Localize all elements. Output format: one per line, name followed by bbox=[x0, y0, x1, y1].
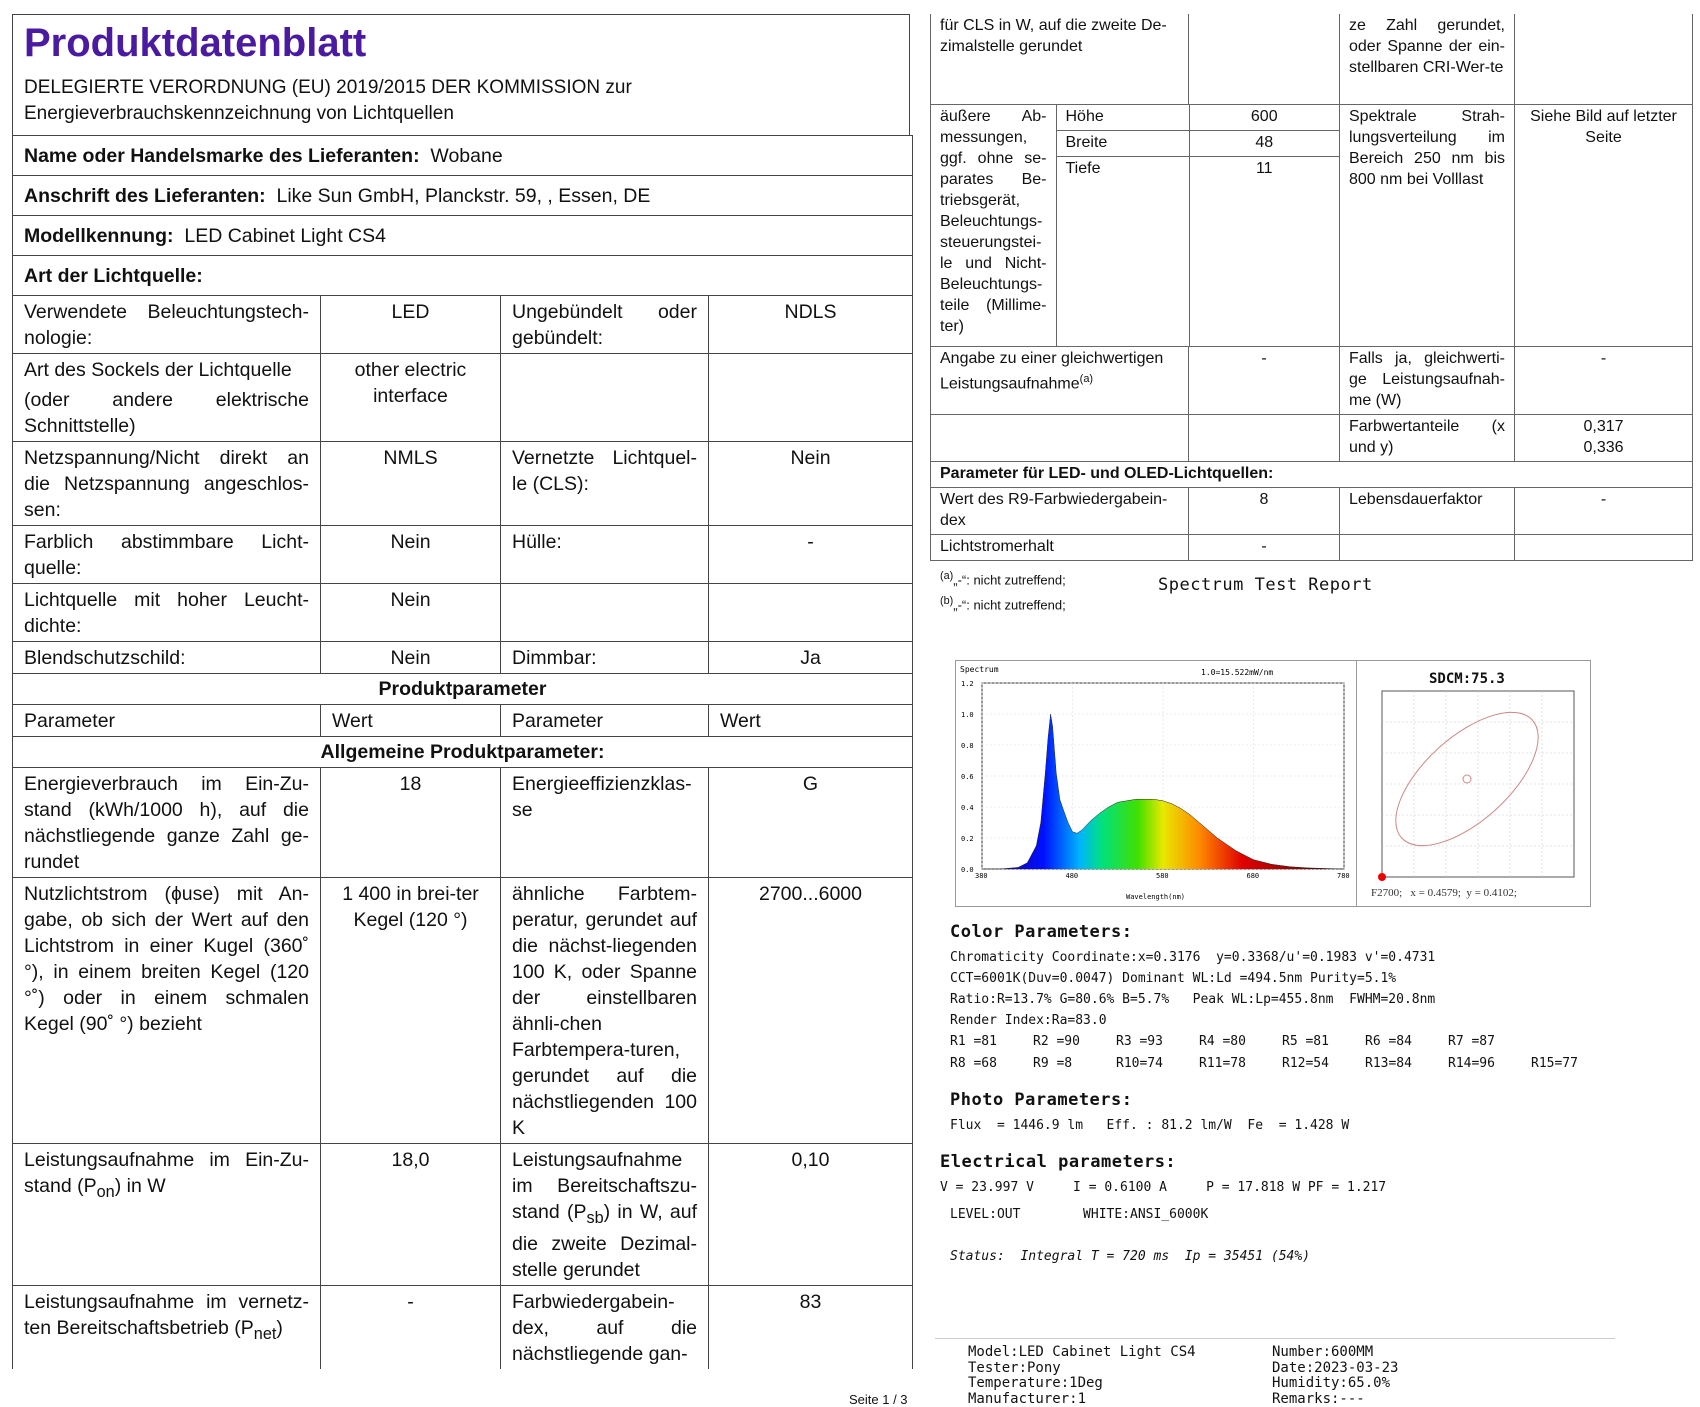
render-index-value: R9 =8 bbox=[1033, 1056, 1073, 1071]
empty-cell bbox=[1340, 535, 1515, 561]
render-index-value: R10=74 bbox=[1116, 1056, 1163, 1071]
pnet-value: - bbox=[321, 1285, 501, 1369]
product-table-continued bbox=[930, 14, 1693, 561]
datasheet-left bbox=[12, 14, 910, 1369]
life-value: - bbox=[1515, 488, 1693, 535]
spectrum-x-tick: 680 bbox=[1246, 872, 1260, 880]
cct-label: ähnliche Farbtem-peratur, gerundet auf die nächst-liegenden 100 K, oder Spanne der einstellbaren ähnli-chen Farbtempera-turen, gerundet auf die nächstliegenden 100 K bbox=[501, 878, 709, 1144]
report-footer-right: Number:600MM Date:2023-03-23 Humidity:65.0% Remarks:--- bbox=[1272, 1344, 1399, 1407]
hull-value: - bbox=[709, 526, 913, 584]
socket-label bbox=[13, 354, 321, 442]
equiv-sup: (a) bbox=[1079, 373, 1094, 385]
bundle-label: Ungebündelt oder gebündelt: bbox=[501, 296, 709, 354]
tunable-label: Farblich abstimmbare Licht-quelle: bbox=[13, 526, 321, 584]
pon-value: 18,0 bbox=[321, 1144, 501, 1286]
spectrum-svg bbox=[956, 661, 1356, 906]
spd-label: Spektrale Strah-lungsverteilung im Bereich 250 nm bis 800 nm bei Volllast bbox=[1340, 104, 1515, 347]
pon-label bbox=[13, 1144, 321, 1286]
photo-line: Flux = 1446.9 lm Eff. : 81.2 lm/W Fe = 1.428 W bbox=[950, 1118, 1350, 1133]
cls-value: Nein bbox=[709, 442, 913, 526]
report-title: Spectrum Test Report bbox=[1158, 575, 1373, 595]
supplier-label: Name oder Handelsmarke des Lieferanten: bbox=[24, 145, 420, 167]
color-heading: Color Parameters: bbox=[950, 922, 1133, 942]
psb-value: 0,10 bbox=[709, 1144, 913, 1286]
spectrum-y-tick: 1.0 bbox=[961, 711, 974, 719]
spectrum-y-tick: 0.2 bbox=[961, 835, 974, 843]
empty-cell bbox=[931, 415, 1189, 462]
spectrum-x-tick: 480 bbox=[1065, 872, 1079, 880]
equiv-label bbox=[931, 347, 1189, 415]
eclass-label: Energieeffizienzklas-se bbox=[501, 768, 709, 878]
bundle-value: NDLS bbox=[709, 296, 913, 354]
address-value: Like Sun GmbH, Planckstr. 59, , Essen, DE bbox=[276, 185, 651, 207]
maint-label: Lichtstromerhalt bbox=[931, 535, 1189, 561]
hld-value: Nein bbox=[321, 584, 501, 642]
led-heading: Parameter für LED- und OLED-Lichtquellen: bbox=[931, 462, 1693, 488]
height-label: Höhe bbox=[1056, 105, 1189, 131]
empty-cell bbox=[501, 584, 709, 642]
mains-label: Netzspannung/Nicht direkt an die Netzspannung angeschlos-sen: bbox=[13, 442, 321, 526]
address-label: Anschrift des Lieferanten: bbox=[24, 185, 266, 207]
spectrum-y-tick: 0.8 bbox=[961, 742, 974, 750]
equivw-value: - bbox=[1515, 347, 1693, 415]
cri-value: 83 bbox=[709, 1285, 913, 1369]
render-index-value: R3 =93 bbox=[1116, 1034, 1163, 1049]
pon-label-a: Leistungsaufnahme im Ein-Zu-stand (P bbox=[24, 1149, 309, 1197]
render-index-row-2 bbox=[950, 1056, 1650, 1074]
tech-value: LED bbox=[321, 296, 501, 354]
pnet-label bbox=[13, 1285, 321, 1369]
sdcm-grid bbox=[1382, 691, 1574, 877]
tunable-value: Nein bbox=[321, 526, 501, 584]
hld-label: Lichtquelle mit hoher Leucht-dichte: bbox=[13, 584, 321, 642]
render-index-value: R7 =87 bbox=[1448, 1034, 1495, 1049]
color-line-2: CCT=6001K(Duv=0.0047) Dominant WL:Ld =494.5nm Purity=5.1% bbox=[950, 971, 1397, 986]
sdcm-target bbox=[1463, 775, 1471, 783]
psb-label bbox=[501, 1144, 709, 1286]
glare-label: Blendschutzschild: bbox=[13, 642, 321, 674]
general-heading: Allgemeine Produktparameter: bbox=[13, 737, 913, 768]
col-header-param: Parameter bbox=[13, 705, 321, 737]
cont-left-label: für CLS in W, auf die zweite De-zimalstelle gerundet bbox=[931, 14, 1189, 104]
equiv-value: - bbox=[1189, 347, 1340, 415]
render-index-value: R6 =84 bbox=[1365, 1034, 1412, 1049]
footnote-b bbox=[940, 595, 1066, 612]
spectrum-y-tick: 0.0 bbox=[961, 866, 974, 874]
header-box bbox=[12, 14, 910, 135]
address-row bbox=[13, 176, 913, 216]
color-line-1: Chromaticity Coordinate:x=0.3176 y=0.3368/u'=0.1983 v'=0.4731 bbox=[950, 950, 1436, 965]
sdcm-chart bbox=[1356, 660, 1591, 907]
socket-label-line2: (oder andere elektrische Schnittstelle) bbox=[24, 389, 309, 437]
energy-label: Energieverbrauch im Ein-Zu-stand (kWh/1000 h), auf die nächstliegende ganze Zahl ge-rundet bbox=[13, 768, 321, 878]
page-number: Seite 1 / 3 bbox=[849, 1392, 908, 1407]
empty-cell bbox=[1189, 415, 1340, 462]
pon-label-b: ) in W bbox=[114, 1175, 166, 1197]
render-index-value: R4 =80 bbox=[1199, 1034, 1246, 1049]
chroma-value bbox=[1515, 415, 1693, 462]
psb-label-b: ) in W, auf die zweite Dezimal-stelle gerundet bbox=[512, 1201, 698, 1281]
col-header-value: Wert bbox=[321, 705, 501, 737]
empty-cell bbox=[709, 354, 913, 442]
status-line: Status: Integral T = 720 ms Ip = 35451 (54%) bbox=[950, 1249, 1311, 1264]
cri-label: Farbwiedergabein-dex, auf die nächstliegende gan- bbox=[501, 1285, 709, 1369]
pnet-label-b: ) bbox=[276, 1316, 283, 1339]
sdcm-point bbox=[1378, 873, 1386, 881]
tech-label: Verwendete Beleuchtungstech-nologie: bbox=[13, 296, 321, 354]
pon-sub: on bbox=[96, 1182, 115, 1201]
spectrum-x-tick: 580 bbox=[1156, 872, 1169, 880]
r9-value: 8 bbox=[1189, 488, 1340, 535]
pnet-sub: net bbox=[253, 1324, 277, 1343]
maint-value: - bbox=[1189, 535, 1340, 561]
spectrum-y-tick: 1.2 bbox=[961, 680, 974, 688]
equiv-label-text: Angabe zu einer gleichwertigen Leistungsaufnahme bbox=[940, 350, 1164, 393]
cont-right-label: ze Zahl gerundet, oder Spanne der ein-stellbaren CRI-Wer-te bbox=[1340, 14, 1515, 104]
render-index-value: R11=78 bbox=[1199, 1056, 1246, 1071]
socket-value: other electric interface bbox=[321, 354, 501, 442]
energy-value: 18 bbox=[321, 768, 501, 878]
chroma-x: 0,317 bbox=[1583, 418, 1624, 435]
depth-label: Tiefe bbox=[1065, 159, 1101, 177]
elec-line-1: V = 23.997 V I = 0.6100 A P = 17.818 W PF = 1.217 bbox=[940, 1180, 1387, 1195]
sdcm-svg bbox=[1357, 661, 1590, 906]
empty-cell bbox=[501, 354, 709, 442]
psb-sub: sb bbox=[586, 1208, 604, 1227]
empty-cell bbox=[1189, 14, 1340, 104]
report-footer-left: Model:LED Cabinet Light CS4 Tester:Pony Temperature:1Deg Manufacturer:1 bbox=[968, 1344, 1196, 1407]
empty-cell bbox=[1515, 14, 1693, 104]
photo-heading: Photo Parameters: bbox=[950, 1090, 1133, 1110]
elec-line-2: LEVEL:OUT WHITE:ANSI_6000K bbox=[950, 1207, 1209, 1222]
render-index-value: R13=84 bbox=[1365, 1056, 1412, 1071]
type-heading: Art der Lichtquelle: bbox=[13, 256, 913, 296]
hull-label: Hülle: bbox=[501, 526, 709, 584]
flux-label: Nutzlichtstrom (ɸuse) mit An-gabe, ob sich der Wert auf den Lichtstrom in einer Kugel (360˚ °), in einem breiten Kegel (120 °˚) oder in einem schmalen Kegel (90˚ °) bezieht bbox=[13, 878, 321, 1144]
spd-value: Siehe Bild auf letzter Seite bbox=[1515, 104, 1693, 347]
spectrum-x-tick: 780 bbox=[1337, 872, 1350, 880]
supplier-value: Wobane bbox=[430, 145, 503, 167]
elec-heading: Electrical parameters: bbox=[940, 1152, 1177, 1172]
footnote-b-text: „-“: nicht zutreffend; bbox=[953, 597, 1066, 613]
model-label: Modellkennung: bbox=[24, 225, 174, 247]
render-index-value: R12=54 bbox=[1282, 1056, 1329, 1071]
sdcm-value: SDCM:75.3 bbox=[1429, 671, 1505, 687]
color-line-4: Render Index:Ra=83.0 bbox=[950, 1013, 1107, 1028]
sdcm-ellipse bbox=[1373, 689, 1560, 869]
spectrum-label: Spectrum bbox=[960, 665, 999, 674]
page-title: Produktdatenblatt bbox=[24, 21, 367, 65]
product-table bbox=[12, 135, 913, 1369]
footnote-a-mark: (a) bbox=[940, 570, 954, 582]
render-index-value: R15=77 bbox=[1531, 1056, 1578, 1071]
dims-label: äußere Ab-messungen, ggf. ohne se-parates Be-triebsgerät, Beleuchtungs-steuerungstei-le und Nicht-Beleuchtungs-teile (Millime-ter) bbox=[931, 105, 1056, 347]
width-label: Breite bbox=[1056, 130, 1189, 156]
model-value: LED Cabinet Light CS4 bbox=[184, 225, 386, 247]
glare-value: Nein bbox=[321, 642, 501, 674]
col-header-param: Parameter bbox=[501, 705, 709, 737]
height-value: 600 bbox=[1189, 105, 1339, 131]
dim-value: Ja bbox=[709, 642, 913, 674]
spectrum-x-tick: 380 bbox=[975, 872, 988, 880]
spectrum-chart bbox=[955, 660, 1357, 907]
render-index-value: R5 =81 bbox=[1282, 1034, 1329, 1049]
render-index-value: R14=96 bbox=[1448, 1056, 1495, 1071]
render-index-value: R1 =81 bbox=[950, 1034, 997, 1049]
render-index-value: R2 =90 bbox=[1033, 1034, 1080, 1049]
render-index-row-1 bbox=[950, 1034, 1650, 1052]
eclass-value: G bbox=[709, 768, 913, 878]
spectrum-scale: 1.0=15.522mW/nm bbox=[1201, 668, 1274, 677]
footnote-b-mark: (b) bbox=[940, 595, 954, 607]
life-label: Lebensdauerfaktor bbox=[1340, 488, 1515, 535]
footnote-a bbox=[940, 570, 1066, 587]
spectrum-y-tick: 0.6 bbox=[961, 773, 974, 781]
r9-label: Wert des R9-Farbwiedergabein-dex bbox=[931, 488, 1189, 535]
flux-value: 1 400 in brei-ter Kegel (120 °) bbox=[321, 878, 501, 1144]
empty-cell bbox=[1515, 535, 1693, 561]
spectrum-y-tick: 0.4 bbox=[961, 804, 974, 812]
chroma-y: 0,336 bbox=[1583, 439, 1624, 456]
socket-label-line1: Art des Sockels der Lichtquelle bbox=[24, 359, 292, 381]
supplier-row bbox=[13, 136, 913, 176]
color-line-3: Ratio:R=13.7% G=80.6% B=5.7% Peak WL:Lp=455.8nm FWHM=20.8nm bbox=[950, 992, 1436, 1007]
mains-value: NMLS bbox=[321, 442, 501, 526]
model-row bbox=[13, 216, 913, 256]
spectrum-xlabel: Wavelength(nm) bbox=[1126, 893, 1186, 901]
report-footer-divider bbox=[935, 1338, 1615, 1339]
pnet-label-a: Leistungsaufnahme im vernetz-ten Bereitschaftsbetrieb (P bbox=[24, 1290, 309, 1339]
cct-value: 2700...6000 bbox=[709, 878, 913, 1144]
dim-label: Dimmbar: bbox=[501, 642, 709, 674]
footnote-a-text: „-“: nicht zutreffend; bbox=[953, 572, 1066, 588]
width-value: 48 bbox=[1189, 130, 1339, 156]
depth-value: 11 bbox=[1189, 156, 1339, 346]
render-index-value: R8 =68 bbox=[950, 1056, 997, 1071]
psb-label-a: Leistungsaufnahme im Bereitschaftszu-stand (P bbox=[512, 1149, 697, 1223]
regulation-subtitle: DELEGIERTE VERORDNUNG (EU) 2019/2015 DER KOMMISSION zur Energieverbrauchskennzeichnung von Lichtquellen bbox=[24, 77, 632, 124]
dimensions-cell bbox=[931, 104, 1340, 347]
params-heading: Produktparameter bbox=[13, 674, 913, 705]
empty-cell bbox=[709, 584, 913, 642]
sdcm-caption: F2700; x = 0.4579; y = 0.4102; bbox=[1371, 887, 1517, 899]
equivw-label: Falls ja, gleichwerti-ge Leistungsaufnah-me (W) bbox=[1340, 347, 1515, 415]
cls-label: Vernetzte Lichtquel-le (CLS): bbox=[501, 442, 709, 526]
dimensions-table bbox=[931, 105, 1339, 347]
col-header-value: Wert bbox=[709, 705, 913, 737]
chroma-label: Farbwertanteile (x und y) bbox=[1340, 415, 1515, 462]
